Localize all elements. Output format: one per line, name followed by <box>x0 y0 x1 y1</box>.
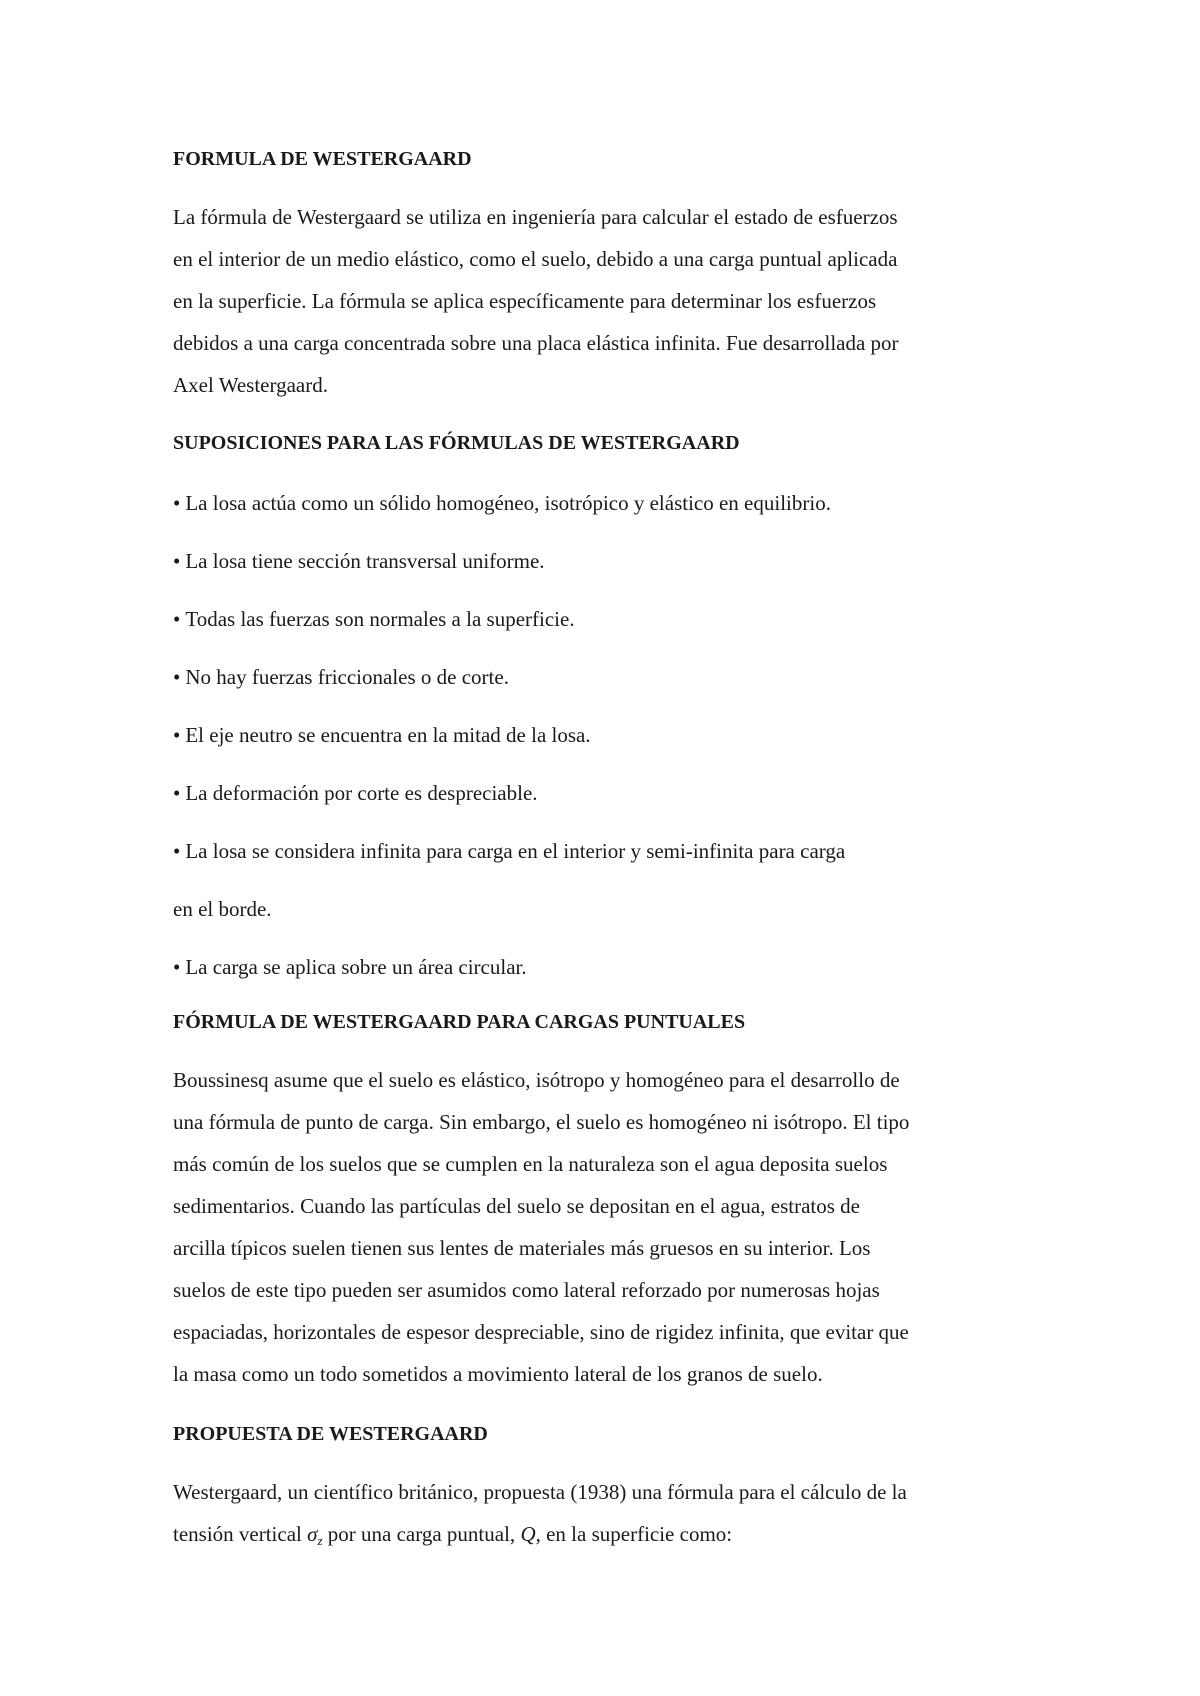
paragraph-line: la masa como un todo sometidos a movimiento lateral de los granos de suelo. <box>173 1362 823 1386</box>
assumption-text: La carga se aplica sobre un área circular. <box>185 955 527 979</box>
assumption-list-item <box>173 547 545 575</box>
assumption-list-item <box>173 837 845 865</box>
paragraph-line: espaciadas, horizontales de espesor despreciable, sino de rigidez infinita, que evitar que <box>173 1320 909 1344</box>
q-symbol: Q <box>520 1522 536 1546</box>
paragraph-line <box>173 1513 907 1555</box>
assumption-list-item <box>173 779 538 807</box>
assumption-list-item <box>173 953 527 981</box>
assumption-list-item <box>173 663 509 691</box>
section-heading-proposal: PROPUESTA DE WESTERGAARD <box>173 1423 488 1445</box>
section-heading-point-loads: FÓRMULA DE WESTERGAARD PARA CARGAS PUNTUALES <box>173 1011 746 1033</box>
assumption-list-item <box>173 721 591 749</box>
text-run: , en la superficie como: <box>535 1522 733 1546</box>
bullet-marker: • <box>173 781 181 805</box>
proposal-paragraph <box>173 1471 907 1555</box>
bullet-marker: • <box>173 839 181 863</box>
text-run: por una carga puntual, <box>322 1522 521 1546</box>
bullet-marker: • <box>173 955 181 979</box>
section-heading-assumptions: SUPOSICIONES PARA LAS FÓRMULAS DE WESTERGAARD <box>173 432 740 454</box>
paragraph-line: Axel Westergaard. <box>173 373 328 397</box>
paragraph-line: arcilla típicos suelen tienen sus lentes de materiales más gruesos en su interior. Los <box>173 1236 871 1260</box>
paragraph-line: debidos a una carga concentrada sobre una placa elástica infinita. Fue desarrollada por <box>173 331 899 355</box>
paragraph-line: La fórmula de Westergaard se utiliza en ingeniería para calcular el estado de esfuerzos <box>173 205 898 229</box>
assumption-text: No hay fuerzas friccionales o de corte. <box>185 665 509 689</box>
assumption-text: La losa tiene sección transversal uniforme. <box>185 549 545 573</box>
bullet-marker: • <box>173 723 181 747</box>
sigma-z-symbol <box>307 1522 322 1546</box>
paragraph-line: Westergaard, un científico británico, propuesta (1938) una fórmula para el cálculo de la <box>173 1480 907 1504</box>
assumption-continuation: en el borde. <box>173 897 272 921</box>
intro-paragraph <box>173 196 899 406</box>
assumption-text: La losa actúa como un sólido homogéneo, isotrópico y elástico en equilibrio. <box>185 491 831 515</box>
paragraph-line: en la superficie. La fórmula se aplica específicamente para determinar los esfuerzos <box>173 289 877 313</box>
paragraph-line: en el interior de un medio elástico, como el suelo, debido a una carga puntual aplicada <box>173 247 898 271</box>
assumption-list-item <box>173 605 575 633</box>
paragraph-line: suelos de este tipo pueden ser asumidos como lateral reforzado por numerosas hojas <box>173 1278 880 1302</box>
boussinesq-paragraph <box>173 1059 909 1395</box>
sigma-letter: σ <box>307 1522 318 1546</box>
sigma-subscript: z <box>317 1533 323 1548</box>
assumption-list-item <box>173 489 831 517</box>
paragraph-line: una fórmula de punto de carga. Sin embargo, el suelo es homogéneo ni isótropo. El tipo <box>173 1110 910 1134</box>
paragraph-line: Boussinesq asume que el suelo es elástico, isótropo y homogéneo para el desarrollo de <box>173 1068 900 1092</box>
text-run: tensión vertical <box>173 1522 308 1546</box>
bullet-marker: • <box>173 549 181 573</box>
assumption-text: La deformación por corte es despreciable. <box>185 781 538 805</box>
assumption-text: Todas las fuerzas son normales a la superficie. <box>185 607 575 631</box>
section-heading-westergaard-formula: FORMULA DE WESTERGAARD <box>173 148 472 170</box>
assumption-text: La losa se considera infinita para carga en el interior y semi-infinita para carga <box>185 839 846 863</box>
assumption-text: El eje neutro se encuentra en la mitad de la losa. <box>185 723 591 747</box>
paragraph-line: sedimentarios. Cuando las partículas del suelo se depositan en el agua, estratos de <box>173 1194 860 1218</box>
bullet-marker: • <box>173 607 181 631</box>
bullet-marker: • <box>173 491 181 515</box>
paragraph-line: más común de los suelos que se cumplen en la naturaleza son el agua deposita suelos <box>173 1152 888 1176</box>
bullet-marker: • <box>173 665 181 689</box>
